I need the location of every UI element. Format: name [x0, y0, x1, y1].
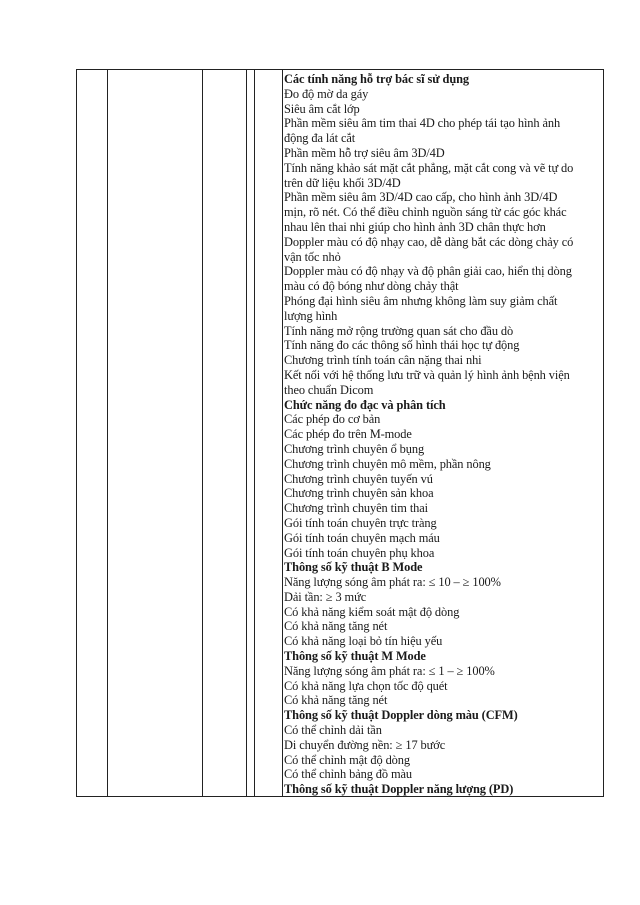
spec-line: trên dữ liệu khối 3D/4D: [284, 175, 401, 190]
column-border: [202, 69, 203, 797]
spec-line: màu có độ bóng như dòng chảy thật: [284, 279, 459, 294]
spec-line: Doppler màu có độ nhạy cao, dễ dàng bắt các dòng chảy có: [284, 234, 574, 249]
column-border: [107, 69, 108, 797]
section-heading: Chức năng đo đạc và phân tích: [284, 397, 446, 412]
section-heading: Các tính năng hỗ trợ bác sĩ sử dụng: [284, 72, 469, 86]
spec-line: nhau lên thai nhi giúp cho hình ảnh 3D chân thực hơn: [284, 219, 546, 234]
spec-line: Doppler màu có độ nhạy và độ phân giải cao, hiển thị dòng: [284, 264, 572, 279]
spec-line: Có khả năng kiểm soát mật độ dòng: [284, 604, 460, 619]
spec-line: Năng lượng sóng âm phát ra: ≤ 10 – ≥ 100%: [284, 575, 501, 590]
spec-line: Kết nối với hệ thống lưu trữ và quản lý hình ảnh bệnh viện: [284, 367, 570, 382]
spec-line: Có thể chỉnh bảng đồ màu: [284, 767, 413, 782]
spec-line: Có khả năng tăng nét: [284, 619, 388, 634]
spec-line: Tính năng đo các thông số hình thái học tự động: [284, 338, 520, 353]
spec-line: lượng hình: [284, 308, 338, 323]
spec-line: Các phép đo cơ bản: [284, 412, 381, 427]
spec-line: Có khả năng lựa chọn tốc độ quét: [284, 678, 448, 693]
spec-line: Phần mềm siêu âm 3D/4D cao cấp, cho hình ảnh 3D/4D: [284, 190, 558, 205]
column-border: [603, 69, 604, 797]
spec-line: Năng lượng sóng âm phát ra: ≤ 1 – ≥ 100%: [284, 663, 495, 678]
spec-line: Có thể chỉnh dải tần: [284, 723, 382, 738]
spec-line: Di chuyển đường nền: ≥ 17 bước: [284, 737, 446, 752]
spec-line: Các phép đo trên M-mode: [284, 427, 412, 442]
spec-line: Chương trình chuyên sản khoa: [284, 486, 434, 501]
section-heading: Thông số kỹ thuật Doppler năng lượng (PD): [284, 782, 514, 797]
spec-line: vận tốc nhỏ: [284, 249, 341, 264]
spec-line: Có khả năng loại bỏ tín hiệu yếu: [284, 634, 443, 649]
section-heading: Thông số kỹ thuật M Mode: [284, 649, 426, 664]
spec-line: Tính năng khảo sát mặt cắt phẳng, mặt cắt cong và vẽ tự do: [284, 160, 574, 175]
spec-line: Gói tính toán chuyên mạch máu: [284, 530, 440, 545]
spec-line: theo chuẩn Dicom: [284, 382, 374, 397]
spec-line: Có thể chỉnh mật độ dòng: [284, 752, 410, 767]
spec-line: mịn, rõ nét. Có thể điều chỉnh nguồn sáng từ các góc khác: [284, 205, 567, 220]
column-border: [246, 69, 247, 797]
spec-line: Phóng đại hình siêu âm nhưng không làm suy giảm chất: [284, 293, 558, 308]
spec-line: Chương trình chuyên mô mềm, phần nông: [284, 456, 491, 471]
spec-line: Chương trình chuyên ổ bụng: [284, 441, 425, 456]
spec-line: Gói tính toán chuyên trực tràng: [284, 515, 437, 530]
spec-line: Phần mềm siêu âm tim thai 4D cho phép tái tạo hình ảnh: [284, 116, 561, 131]
spec-line: Đo độ mờ da gáy: [284, 86, 369, 101]
spec-line: Có khả năng tăng nét: [284, 693, 388, 708]
spec-line: Dải tần: ≥ 3 mức: [284, 589, 367, 604]
spec-line: Siêu âm cắt lớp: [284, 101, 360, 116]
spec-cell-content: [284, 72, 600, 797]
spec-line: Phần mềm hỗ trợ siêu âm 3D/4D: [284, 145, 445, 160]
spec-line: Chương trình tính toán cân nặng thai nhi: [284, 353, 482, 368]
column-border: [76, 69, 77, 797]
spec-line: Tính năng mở rộng trường quan sát cho đầu dò: [284, 323, 514, 338]
table-top-border: [76, 69, 604, 70]
spec-line: động đa lát cắt: [284, 131, 356, 146]
spec-line: Chương trình chuyên tuyến vú: [284, 471, 433, 486]
section-heading: Thông số kỹ thuật Doppler dòng màu (CFM): [284, 708, 518, 723]
spec-line: Chương trình chuyên tim thai: [284, 501, 428, 516]
spec-line: Gói tính toán chuyên phụ khoa: [284, 545, 435, 560]
column-border: [254, 69, 255, 797]
section-heading: Thông số kỹ thuật B Mode: [284, 560, 423, 575]
column-border: [282, 69, 283, 797]
